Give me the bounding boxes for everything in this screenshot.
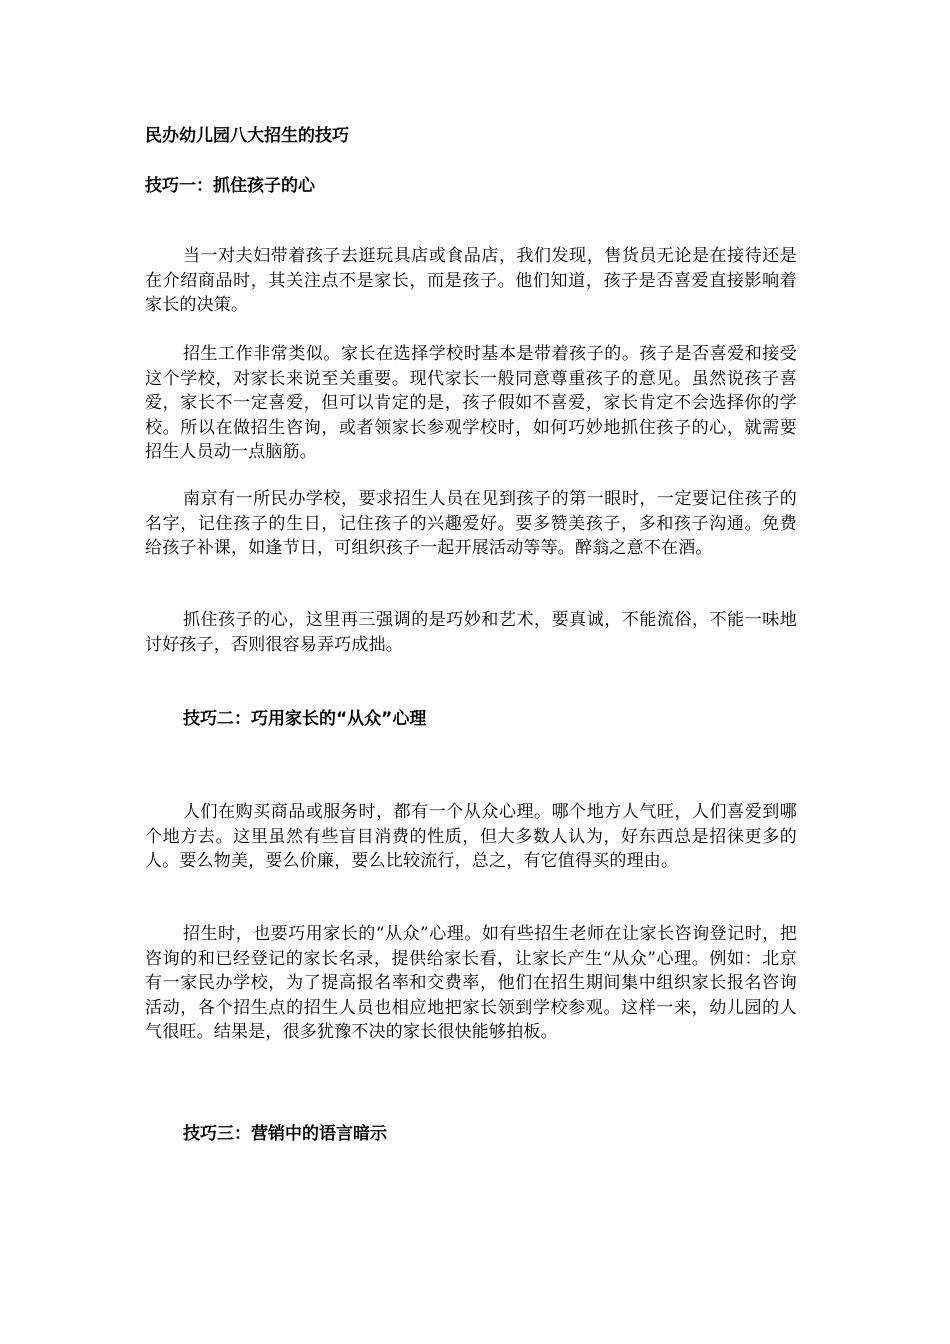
paragraph: 人们在购买商品或服务时，都有一个从众心理。哪个地方人气旺，人们喜爱到哪个地方去。这里虽然有些盲目消费的性质，但大多数人认为，好东西总是招徕更多的人。要么物美，要么价廉，要么比较流行，总之，有它值得买的理由。 (145, 802, 797, 871)
paragraph: 南京有一所民办学校，要求招生人员在见到孩子的第一眼时，一定要记住孩子的名字，记住孩子的生日，记住孩子的兴趣爱好。要多赞美孩子，多和孩子沟通。免费给孩子补课，如逢节日，可组织孩子一起开展活动等等。醉翁之意不在酒。 (145, 489, 797, 558)
document-title: 民办幼儿园八大招生的技巧 (145, 126, 349, 146)
paragraph: 抓住孩子的心，这里再三强调的是巧妙和艺术，要真诚，不能流俗，不能一味地讨好孩子，否则很容易弄巧成拙。 (145, 610, 797, 655)
section-heading-2: 技巧二：巧用家长的“从众”心理 (183, 709, 427, 729)
section-heading-3: 技巧三：营销中的语言暗示 (183, 1124, 387, 1144)
paragraph: 招生工作非常类似。家长在选择学校时基本是带着孩子的。孩子是否喜爱和接受这个学校，对家长来说至关重要。现代家长一般同意尊重孩子的意见。虽然说孩子喜爱，家长不一定喜爱，但可以肯定的是，孩子假如不喜爱，家长肯定不会选择你的学校。所以在做招生咨询，或者领家长参观学校时，如何巧妙地抓住孩子的心，就需要招生人员动一点脑筋。 (145, 344, 797, 462)
paragraph: 当一对夫妇带着孩子去逛玩具店或食品店，我们发现，售货员无论是在接待还是在介绍商品时，其关注点不是家长，而是孩子。他们知道，孩子是否喜爱直接影响着家长的决策。 (145, 246, 797, 315)
paragraph: 招生时，也要巧用家长的“从众”心理。如有些招生老师在让家长咨询登记时，把咨询的和已经登记的家长名录，提供给家长看，让家长产生“从众”心理。例如：北京有一家民办学校，为了提高报名率和交费率，他们在招生期间集中组织家长报名咨询活动，各个招生点的招生人员也相应地把家长领到学校参观。这样一来，幼儿园的人气很旺。结果是，很多犹豫不决的家长很快能够拍板。 (145, 924, 797, 1042)
section-heading-1: 技巧一：抓住孩子的心 (145, 176, 315, 196)
